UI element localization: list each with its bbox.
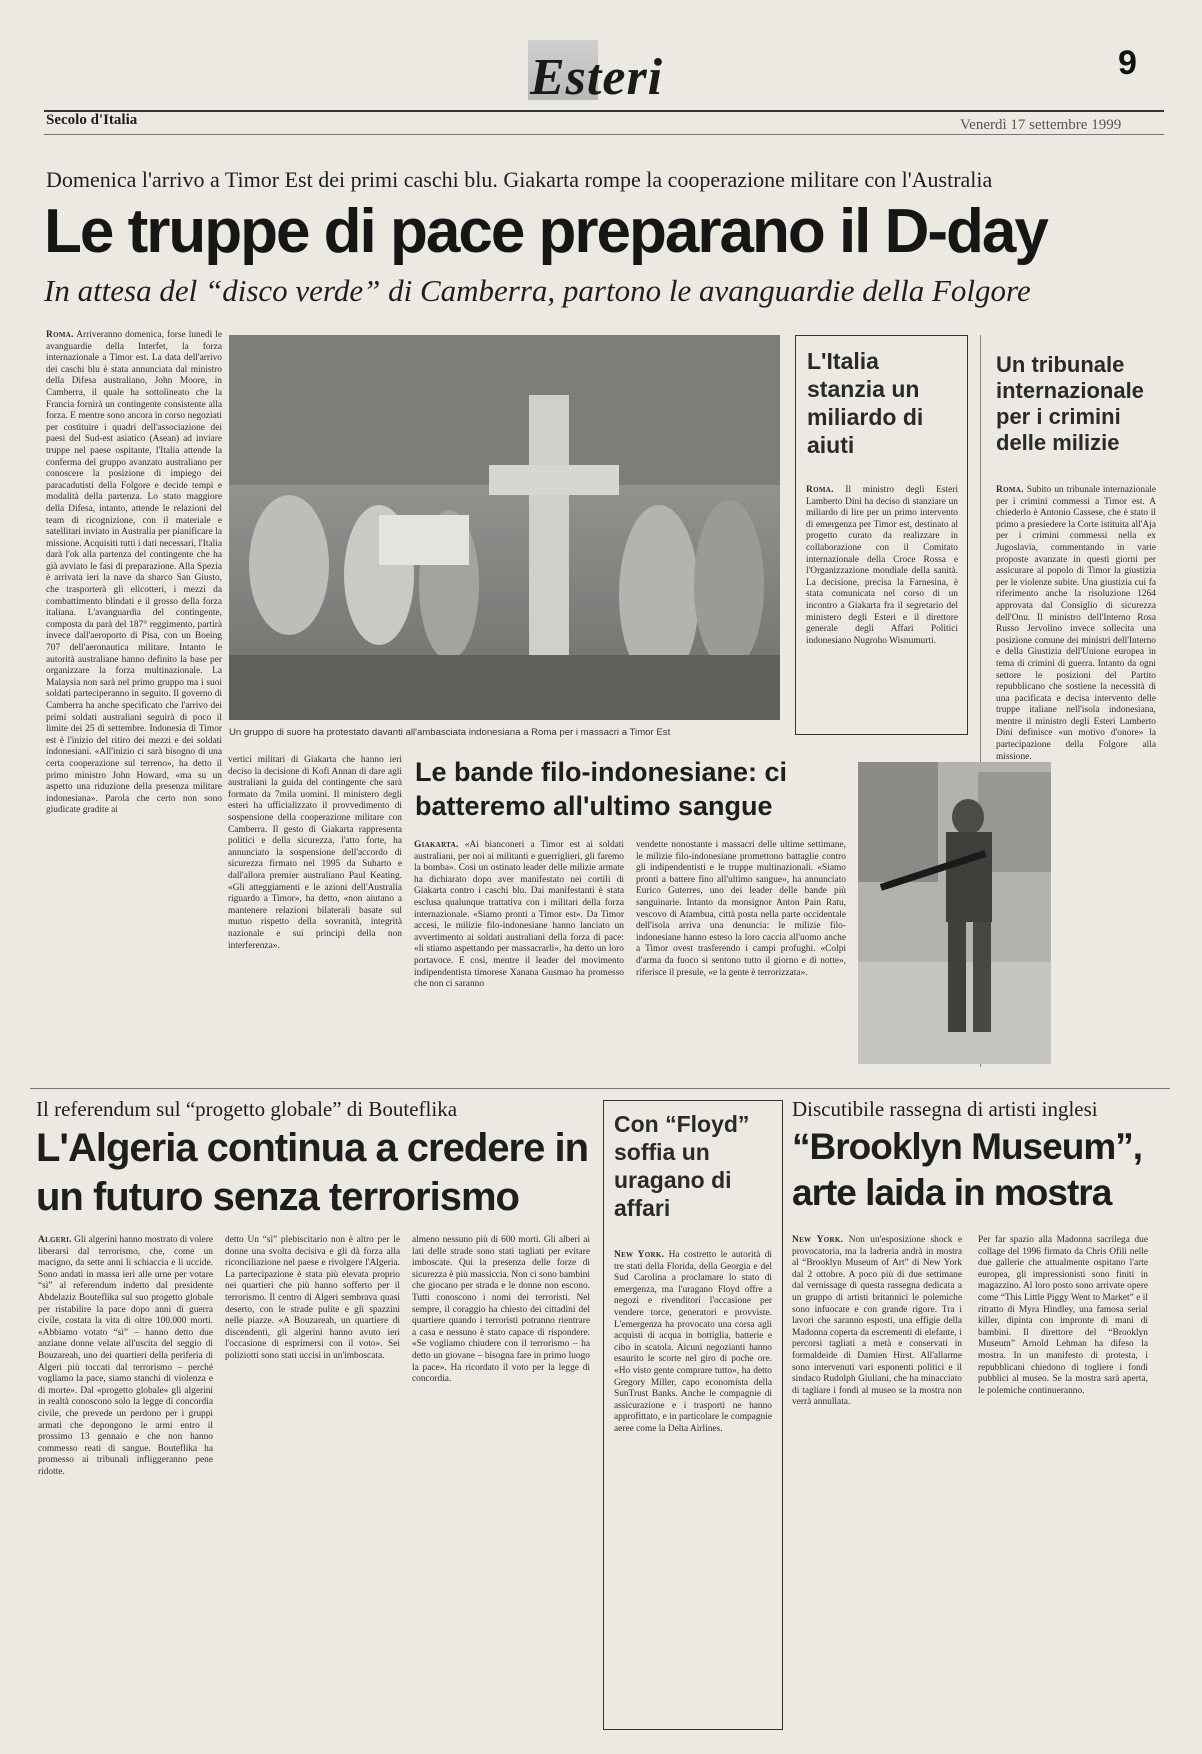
brooklyn-col-2 bbox=[978, 1235, 1148, 1735]
main-story-col-1 bbox=[46, 330, 222, 1070]
tribunale-body: Subito un tribunale internazionale per i crimini commessi a Timor est. A chiederlo è Antonio Cassese, che è stato il primo a presiedere la Corte istituita all'Aja per i crimini commessi nella ex Jugoslavia, commentando in varie proposte avanzate in questi giorni per assicurare al popolo di Timor la giustizia per le violenze subite. Una giustizia cui fa riferimento anche la risoluzione 1264 approvata dal Consiglio di sicurezza dell'Onu. Il ministro dell'Interno Rosa Russo Jervolino invece sollecita una posizione comune dei ministri dell'Interno e della Giustizia dell'Unione europea in tema di crimini di guerra. Intanto da ogni settore le posizioni del Partito repubblicano che sostiene la necessità di una pacificata e decisa intervento delle truppe italiane nell'isola indonesiana, mentre il ministro degli Esteri Lamberto Dini definisce «un motivo d'onore» la partecipazione della Folgore alla missione. bbox=[996, 485, 1156, 762]
algeria-col-3 bbox=[412, 1235, 590, 1735]
lower-section-rule bbox=[30, 1088, 1170, 1089]
issue-date: Venerdì 17 settembre 1999 bbox=[960, 117, 1122, 133]
bande-dateline: Giakarta. bbox=[414, 840, 459, 850]
header-rule bbox=[44, 110, 1164, 112]
brooklyn-col-1-text: Non un'esposizione shock e provocatoria, ma la ladreria andrà in mostra al “Brooklyn Museum of Art” di New York dal 2 ottobre. A poco più di due settimane dal vernissage di questa rassegna dedicata a un gruppo di artisti britannici le polemiche sono infuocate e con grande rigore. Tra i lavori che saranno esposti, una effigie della Madonna coperta da escrementi di elefante, i percorsi tagliati a metà e conservati in formaldeide di Damien Hirst. All'allarme sono intervenuti vari esponenti politici e il sindaco Rudolph Giuliani, che ha minacciato di tagliare i fondi al museo se la mostra non verrà annullata. bbox=[792, 1235, 962, 1408]
floyd-text bbox=[614, 1250, 772, 1720]
main-story-col-2 bbox=[228, 755, 402, 1070]
main-photo-caption: Un gruppo di suore ha protestato davanti all'ambasciata indonesiana a Roma per i massacri a Timor Est bbox=[229, 727, 671, 738]
main-subheadline: In attesa del “disco verde” di Camberra, partono le avanguardie della Folgore bbox=[44, 273, 1031, 308]
brooklyn-headline: “Brooklyn Museum”, arte laida in mostra bbox=[792, 1126, 1142, 1213]
tribunale-dateline: Roma. bbox=[996, 485, 1024, 495]
brooklyn-col-1 bbox=[792, 1235, 962, 1735]
algeria-col-1 bbox=[38, 1235, 213, 1735]
bande-col-1-text: «Ai bianconeri a Timor est ai soldati australiani, per noi ai militanti e guerriglieri, gli faremo la bomba». Così un ostinato leader delle milizie armate ha dichiarato dopo aver manifestato nei cortili di Giakarta contro i caschi blu. Dai manifestanti è stata esclusa qualunque trattativa con i militari della forza internazionale. «Siamo pronti a Timor est». Da Timor accesi, le milizie filo-indonesiane hanno lanciato un avvertimento ai soldati australiani della forza di pace: «li stiamo aspettando per massacrarli», ha detto un loro portavoce. E così, mentre il leader del movimento indipendentista timorese Xanana Gusmao ha promesso che non ci saranno bbox=[414, 840, 624, 990]
brooklyn-kicker: Discutibile rassegna di artisti inglesi bbox=[792, 1097, 1098, 1121]
algeria-headline: L'Algeria continua a credere in un futuro senza terrorismo bbox=[36, 1126, 589, 1219]
algeria-kicker: Il referendum sul “progetto globale” di Bouteflika bbox=[36, 1097, 458, 1121]
italia-dateline: Roma. bbox=[806, 485, 834, 495]
bande-col-1 bbox=[414, 840, 624, 1068]
brooklyn-col-2-text: Per far spazio alla Madonna sacrilega due collage del 1996 firmato da Chris Ofili nelle due gallerie che attualmente ospitano l'arte europea, gli impressionisti sono finiti in magazzino. Al loro posto sono arrivate opere come “This Little Piggy Went to Market” e il ritratto di Myra Hindley, una famosa serial killer, dipinta con impronte di mani di bambini. Il direttore del “Brooklyn Museum” Arnold Lehman ha difeso la mostra. In un manifesto di protesta, i repubblicani chiedono di togliere i fondi pubblici al museo. Se la mostra sarà aperta, le polemiche continueranno. bbox=[978, 1235, 1148, 1396]
main-kicker: Domenica l'arrivo a Timor Est dei primi caschi blu. Giakarta rompe la cooperazione militare con l'Australia bbox=[46, 167, 993, 192]
italia-box-title: L'Italia stanzia un miliardo di aiuti bbox=[807, 348, 924, 458]
photo-illustration bbox=[229, 335, 780, 720]
main-col-2-text: vertici militari di Giakarta che hanno ieri deciso la decisione di Kofi Annan di dare agli australiani la guida del contingente che sarà formato da 7mila uomini. Il ministero degli esteri ha ufficializzato il provvedimento di sospensione della cooperazione militare con Camberra. Il gesto di Giakarta rappresenta politici e della sicurezza, l'atto forte, ha annunciato la sospensione dell'accordo di sicurezza firmato nel 1995 da Suharto e dall'allora premier australiano Paul Keating. «Gli atteggiamenti e le azioni dell'Australia riguardo a Timor», ha detto, «non aiutano a mantenere relazioni bilaterali basate sul mutuo rispetto della sovranità, integrità nazionale e sui principi della non interferenza». bbox=[228, 755, 402, 951]
main-headline: Le truppe di pace preparano il D-day bbox=[44, 197, 1047, 266]
tribunale-title: Un tribunale internazionale per i crimini delle milizie bbox=[996, 352, 1144, 455]
floyd-dateline: New York. bbox=[614, 1250, 665, 1260]
main-dateline: Roma. bbox=[46, 330, 74, 340]
brooklyn-dateline: New York. bbox=[792, 1235, 844, 1245]
page-number: 9 bbox=[1118, 44, 1137, 82]
soldier-photo bbox=[858, 762, 1051, 1064]
masthead: Secolo d'Italia bbox=[46, 112, 138, 128]
bande-col-2 bbox=[636, 840, 846, 1068]
italia-box-text bbox=[806, 485, 958, 730]
floyd-body: Ha costretto le autorità di tre stati della Florida, della Georgia e del Sud Carolina a proclamare lo stato di emergenza, ma l'uragano Floyd offre a negozi e rivenditori l'occasione per vendere torce, generatori e provviste. L'emergenza ha provocato una corsa agli acquisti di acqua in bottiglia, batterie e cibo in scatola. Alcuni negozianti hanno esaurito le scorte nel giro di poche ore. «Ho visto gente comprare tutto», ha detto Gregory Miller, capo economista della SunTrust Banks. Anche le compagnie di assicurazione e i trasporti ne hanno approfittato, e in particolare le compagnie aeree come la Delta Airlines. bbox=[614, 1250, 772, 1434]
soldier-illustration bbox=[858, 762, 1051, 1064]
algeria-dateline: Algeri. bbox=[38, 1235, 72, 1245]
algeria-col-2-text: detto Un “sì” plebiscitario non è altro per le donne una svolta decisiva e gli dà forza alla riconciliazione nel paese e rivolgere l'Algeria. La partecipazione è stata più elevata proprio nei quartieri che più hanno sofferto per il terrorismo. Il centro di Algeri sembrava quasi deserto, con le strade pulite e gli spazzini nelle piazze. «A Bouzareah, un quartiere di discendenti, gli algerini hanno avuto ieri l'occasione di esprimersi con il voto». Sei poliziotti sono stati uccisi in un'imboscata. bbox=[225, 1235, 400, 1361]
bande-col-2-text: vendette nonostante i massacri delle ultime settimane, le milizie filo-indonesiane promettono battaglie contro gli indipendentisti e le truppe multinazionali. «Siamo pronti a battere fino all'ultimo sangue», ha annunciato Eurico Guterres, uno dei leader delle bande più sanguinarie. Intanto da monsignor Anton Pain Ratu, vescovo di Atambua, città posta nella parte occidentale dell'isola arriva una denuncia: le milizie filo-indonesiane hanno esteso la loro caccia all'uomo anche a Timor ovest trasferendo i campi profughi. «Colpi d'arma da fuoco si sentono tutto il giorno e di notte», riferisce il presule, «e la gente è terrorizzata». bbox=[636, 840, 846, 978]
algeria-col-2 bbox=[225, 1235, 400, 1735]
algeria-col-1-text: Gli algerini hanno mostrato di volere liberarsi dal terrorismo, che, come un macigno, da sette anni li schiaccia e li uccide. Sono andati in massa ieri alle urne per votare “sì” al referendum indetto dal presidente Abdelaziz Bouteflika sul suo progetto globale per ristabilire la pace dopo anni di guerra civile, costata la vita di oltre 100.000 morti. «Abbiamo votato “sì” – hanno detto due anziane donne velate all'uscita del seggio di Bouzareah, uno dei quartieri della periferia di Algeri più toccati dal terrorismo – perché vogliamo la pace, siamo stanchi di violenza e di morte». Dal «progetto globale» gli algerini in realtà conoscono solo la legge di concordia civile, che prevede un perdono per i gruppi armati che depongono le armi entro il prossimo 13 gennaio e che non hanno commesso reati di sangue. Bouteflika ha promesso ai tribunali infliggeranno pene ridotte. bbox=[38, 1235, 213, 1477]
header-rule-2 bbox=[44, 134, 1164, 135]
section-title: Esteri bbox=[530, 49, 664, 106]
bande-headline: Le bande filo-indonesiane: ci batteremo all'ultimo sangue bbox=[415, 757, 788, 821]
nuns-protest-photo bbox=[229, 335, 780, 720]
floyd-title: Con “Floyd” soffia un uragano di affari bbox=[614, 1111, 750, 1221]
italia-body: Il ministro degli Esteri Lamberto Dini ha deciso di stanziare un miliardo di lire per un primo intervento di emergenza per Timor est, destinato al progetto curato da realizzare in collaborazione con il Comitato internazionale della Croce Rossa e l'Organizzazione mondiale della sanità. La decisione, precisa la Farnesina, è stata comunicata nel corso di un incontro a Giakarta fra il segretario del ministero degli Esteri e il direttore generale degli Affari Politici indonesiano Nugroho Wisnumurti. bbox=[806, 485, 958, 646]
main-col-1-text: Arriveranno domenica, forse lunedì le avanguardie della Interfet, la forza internazionale a Timor est. La data dell'arrivo dei caschi blu è stata annunciata dal ministro della Difesa australiano, John Moore, in Camberra, il quale ha sottolineato che la Francia fornirà un contingente consistente alla forza. E mentre sono ancora in corso negoziati per costituire i quadri dell'associazione dei paesi del Sud-est asiatico (Asean) ad inviare truppe nel paese ospitante, l'Italia attende la conferma del gruppo avanzato australiano per conoscere la posizione di impiego dei paracadutisti della Folgore e decide tempi e modalità della partenza. Lo stato maggiore della Difesa, intanto, attende le relazioni del team di ricognizione, con il materiale e satellitari inviato in Australia per pianificare la missione. Acquisiti tutti i dati necessari, l'Italia darà l'ok alla partenza del contingente che ha già avviato le fasi di preparazione. Alla Spezia è arrivata ieri la nave da sbarco San Giusto, che trasporterà gli elicotteri, i mezzi da combattimento blindati e il grosso della forza italiana. L'avanguardia del contingente, composta da parà del 187° reggimento, partirà invece dall'aeroporto di Pisa, con un Boeing 707 dell'aeronautica militare. Intanto le autorità australiane hanno definito la base per organizzare la forza multinazionale. La Malaysia non sarà nel primo gruppo ma i suoi soldati parteciperanno in seguito. Il governo di Camberra ha anche specificato che l'arrivo dei primi soldati australiani seguirà di poco il limite dei 25 di settembre. Indonesia di Timor est è l'inizio del ritiro dei mezzi e dei soldati indonesiani. «All'inizio ci sarà bisogno di una certa cooperazione sul terreno», ha detto il primo ministro John Howard, «ma su un aspetto una riduzione della presenza militare indonesiana». Parola che certo non sono giudicate gradite ai bbox=[46, 330, 222, 816]
algeria-col-3-text: almeno nessuno più di 600 morti. Gli alberi ai lati delle strade sono stati tagliati per evitare imboscate. Qui la presenza delle forze di sicurezza è più massiccia. Non ci sono bambini che giocano per strada e le donne non escono. Tutti conoscono i nomi dei terroristi. Nel sempre, il coraggio ha chiesto dei cittadini del quartiere quando i terroristi potranno rientrare a casa e nessuno è stato capace di rispondere. «Se vogliamo chiudere con il terrorismo – ha detto un giovane – bisogna fare in primo luogo la pace». Ha ricordato il voto per la legge di concordia. bbox=[412, 1235, 590, 1385]
